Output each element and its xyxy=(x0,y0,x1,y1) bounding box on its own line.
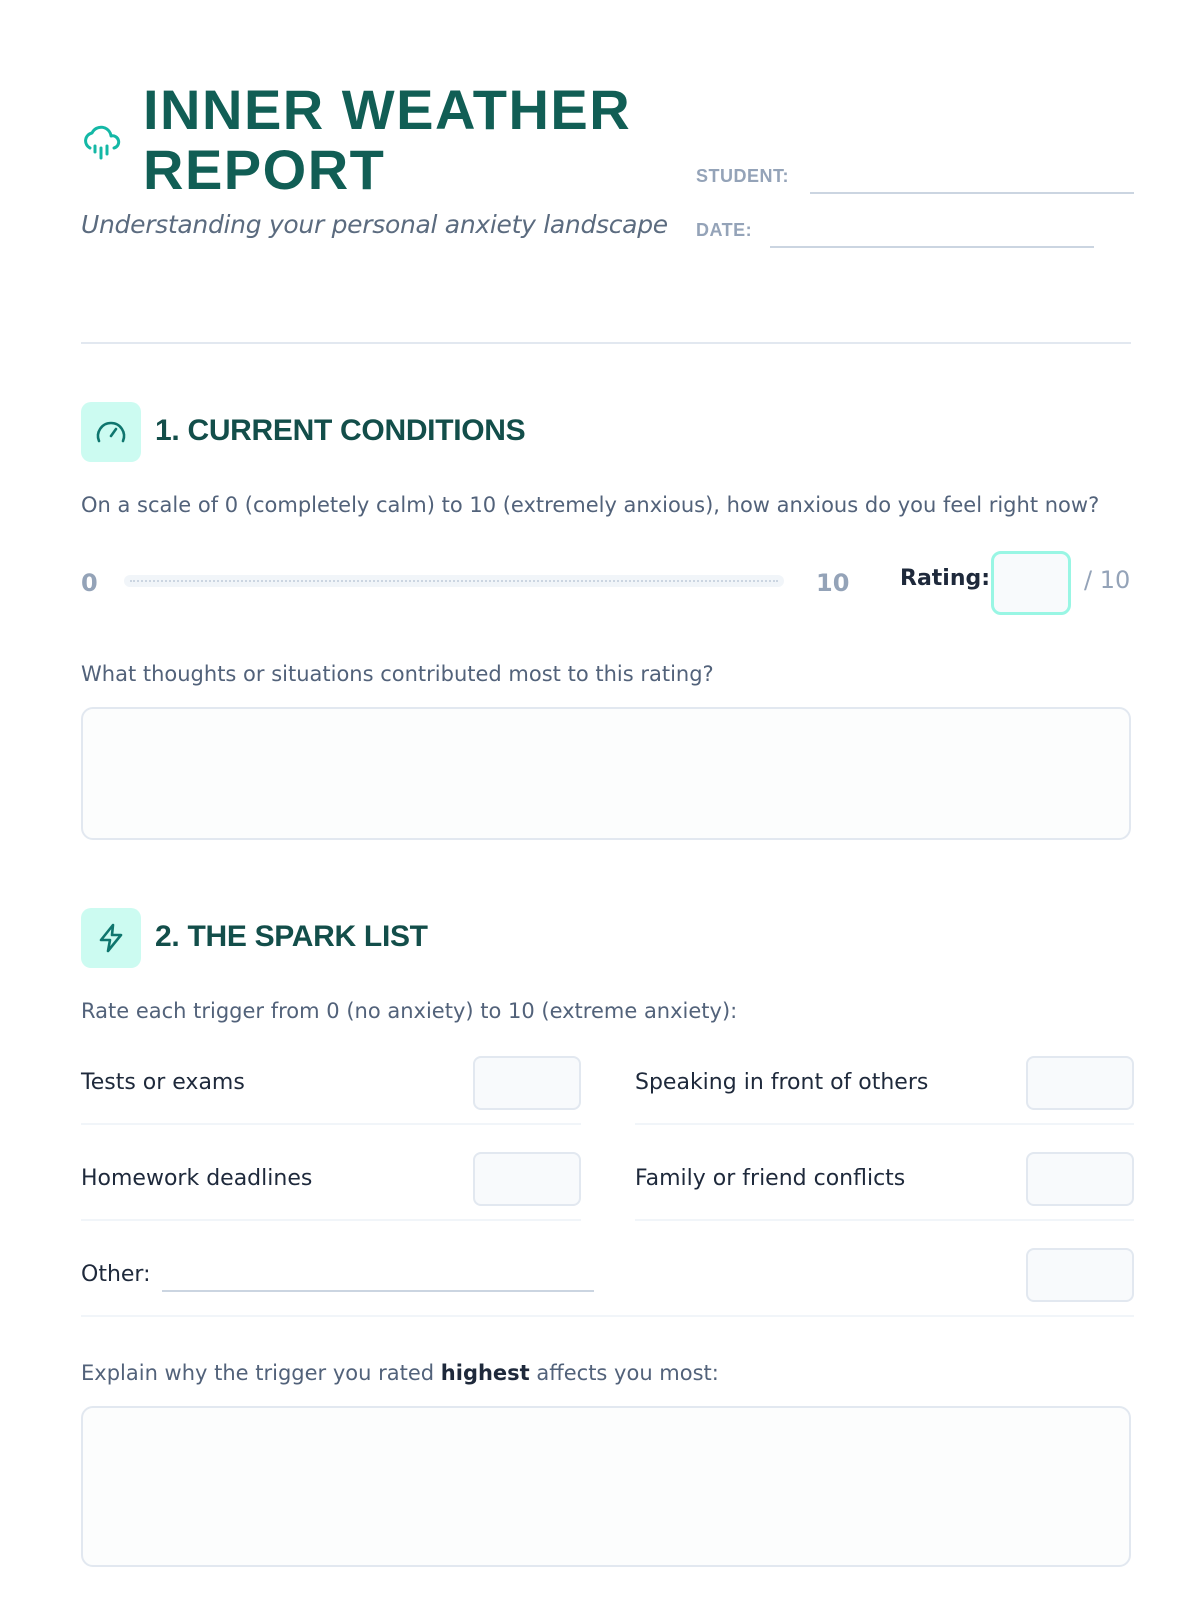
row-divider xyxy=(81,1123,581,1125)
rating-label: Rating: xyxy=(900,566,991,591)
row-divider xyxy=(81,1219,581,1221)
rating-suffix: / 10 xyxy=(1084,566,1131,594)
other-trigger-field[interactable] xyxy=(162,1290,594,1292)
worksheet-header xyxy=(81,80,1131,250)
anxiety-scale-slider[interactable] xyxy=(124,575,784,587)
anxiety-scale-question: On a scale of 0 (completely calm) to 10 (extremely anxious), how anxious do you feel right now? xyxy=(81,493,1100,517)
section2-title: 2. THE SPARK LIST xyxy=(155,920,428,953)
highest-trigger-question xyxy=(81,1361,719,1385)
trigger-instructions: Rate each trigger from 0 (no anxiety) to 10 (extreme anxiety): xyxy=(81,999,738,1023)
trigger-label-family: Family or friend conflicts xyxy=(635,1166,906,1191)
highest-trigger-answer[interactable] xyxy=(81,1406,1131,1567)
trigger-label-homework: Homework deadlines xyxy=(81,1166,313,1191)
page-subtitle: Understanding your personal anxiety landscape xyxy=(81,210,668,239)
gauge-icon xyxy=(94,415,128,449)
date-label: DATE: xyxy=(696,220,753,240)
trigger-label-other: Other: xyxy=(81,1262,151,1287)
page-title xyxy=(143,80,703,200)
section2-icon-badge xyxy=(81,908,141,968)
row-divider xyxy=(635,1123,1134,1125)
contributing-thoughts-answer[interactable] xyxy=(81,707,1131,840)
cloud-rain-icon xyxy=(81,122,123,164)
title-line-1: INNER WEATHER xyxy=(143,78,632,141)
student-name-field[interactable] xyxy=(810,192,1134,194)
trigger-rating-homework[interactable] xyxy=(473,1152,581,1206)
date-field[interactable] xyxy=(770,246,1094,248)
student-label: STUDENT: xyxy=(696,166,789,186)
trigger-rating-family[interactable] xyxy=(1026,1152,1134,1206)
row-divider xyxy=(81,1315,1134,1317)
trigger-label-speaking: Speaking in front of others xyxy=(635,1070,929,1095)
question-prefix: Explain why the trigger you rated xyxy=(81,1361,441,1385)
scale-min-label: 0 xyxy=(81,569,98,597)
trigger-rating-other[interactable] xyxy=(1026,1248,1134,1302)
question-emphasis: highest xyxy=(440,1361,530,1385)
section1-icon-badge xyxy=(81,402,141,462)
section1-title: 1. CURRENT CONDITIONS xyxy=(155,414,526,447)
lightning-icon xyxy=(94,921,128,955)
trigger-label-tests: Tests or exams xyxy=(81,1070,245,1095)
trigger-rating-speaking[interactable] xyxy=(1026,1056,1134,1110)
contributing-thoughts-question: What thoughts or situations contributed most to this rating? xyxy=(81,662,714,686)
trigger-rating-tests[interactable] xyxy=(473,1056,581,1110)
header-divider xyxy=(81,342,1131,344)
question-suffix: affects you most: xyxy=(529,1361,719,1385)
title-line-2: REPORT xyxy=(143,138,386,201)
rating-input[interactable] xyxy=(991,551,1071,615)
row-divider xyxy=(635,1219,1134,1221)
scale-max-label: 10 xyxy=(816,569,850,597)
